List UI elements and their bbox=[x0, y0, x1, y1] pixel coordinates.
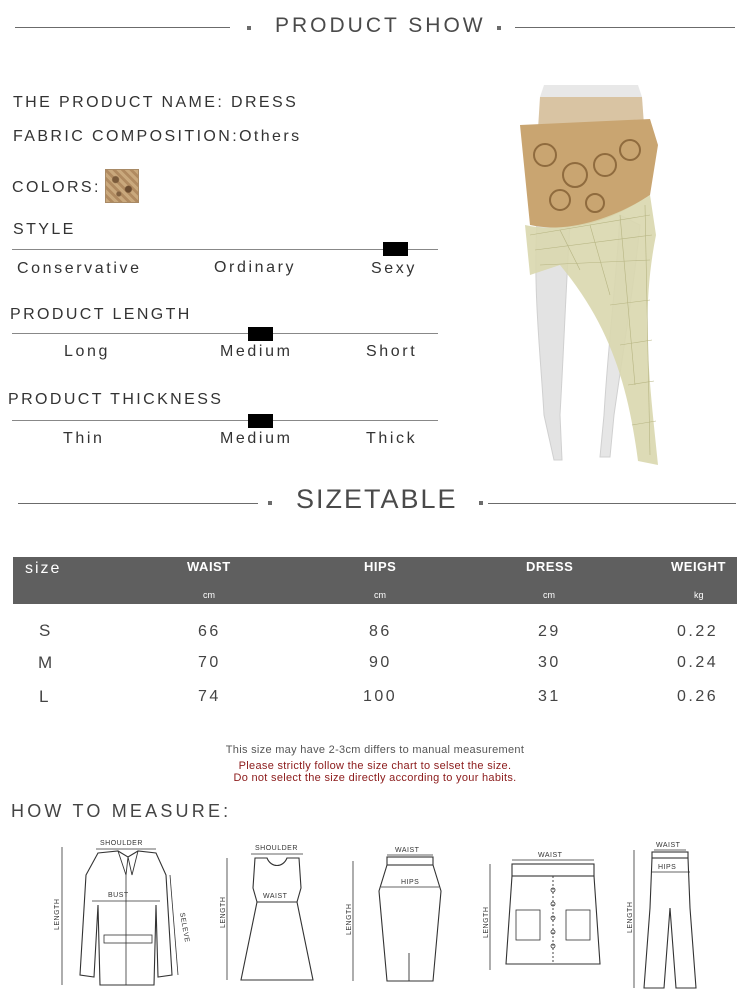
jacket-sleeve-label: SELEVE bbox=[178, 912, 191, 944]
length-option-short: Short bbox=[366, 343, 418, 360]
header-rule-left bbox=[15, 27, 230, 28]
cell-hips: 86 bbox=[369, 623, 392, 640]
size-table-header-row bbox=[13, 557, 737, 604]
product-photo bbox=[500, 85, 700, 465]
jacket-measure-diagram bbox=[48, 835, 198, 993]
column-header-weight: WEIGHT bbox=[671, 559, 726, 574]
cell-hips: 100 bbox=[363, 688, 398, 705]
jacket-shoulder-label: SHOULDER bbox=[100, 840, 143, 847]
column-header-hips: HIPS bbox=[364, 559, 397, 574]
product-show-title: PRODUCT SHOW bbox=[275, 14, 486, 37]
cell-size: S bbox=[39, 621, 51, 640]
sizetable-dot-right bbox=[479, 501, 483, 505]
pants-waist-label: WAIST bbox=[656, 842, 681, 849]
unit-hips: cm bbox=[374, 590, 386, 600]
shorts-length-label: LENGTH bbox=[483, 906, 490, 938]
pants-measure-diagram bbox=[624, 838, 724, 993]
pants-length-label: LENGTH bbox=[627, 901, 634, 933]
cell-dress: 31 bbox=[538, 688, 561, 705]
column-header-dress: DRESS bbox=[526, 559, 574, 574]
style-scale-marker bbox=[383, 242, 408, 256]
length-scale-line bbox=[12, 333, 438, 334]
cell-waist: 74 bbox=[198, 688, 221, 705]
dress-waist-label: WAIST bbox=[263, 893, 288, 900]
length-scale-marker bbox=[248, 327, 273, 341]
shorts-measure-diagram bbox=[478, 846, 613, 976]
cell-dress: 29 bbox=[538, 623, 561, 640]
habit-warning: Do not select the size directly according to your habits. bbox=[233, 772, 517, 784]
dress-shoulder-label: SHOULDER bbox=[255, 845, 298, 852]
length-title: PRODUCT LENGTH bbox=[10, 306, 192, 323]
cell-size: M bbox=[38, 653, 53, 672]
fabric-value: Others bbox=[239, 128, 302, 145]
cell-weight: 0.26 bbox=[677, 688, 719, 705]
unit-dress: cm bbox=[543, 590, 555, 600]
style-option-sexy: Sexy bbox=[371, 260, 417, 277]
column-header-waist: WAIST bbox=[187, 559, 231, 574]
style-option-ordinary: Ordinary bbox=[214, 259, 297, 276]
cell-waist: 70 bbox=[198, 654, 221, 671]
cell-waist: 66 bbox=[198, 623, 221, 640]
style-option-conservative: Conservative bbox=[17, 260, 142, 277]
sizetable-dot-left bbox=[268, 501, 272, 505]
header-dot-left bbox=[247, 26, 251, 30]
cell-dress: 30 bbox=[538, 654, 561, 671]
fabric-label: FABRIC COMPOSITION: bbox=[13, 128, 240, 145]
jacket-bust-label: BUST bbox=[108, 892, 129, 899]
pants-hips-label: HIPS bbox=[658, 864, 677, 871]
skirt-hips-label: HIPS bbox=[401, 879, 420, 886]
product-photo-illustration bbox=[500, 85, 700, 465]
how-to-measure-title: HOW TO MEASURE: bbox=[11, 801, 232, 821]
unit-waist: cm bbox=[203, 590, 215, 600]
sizetable-title: SIZETABLE bbox=[296, 484, 458, 514]
skirt-measure-diagram bbox=[345, 843, 445, 988]
thickness-option-thick: Thick bbox=[366, 430, 418, 447]
cell-weight: 0.24 bbox=[677, 654, 719, 671]
column-header-size: size bbox=[25, 560, 62, 577]
dress-measure-diagram bbox=[217, 840, 327, 990]
fabric-composition bbox=[13, 128, 301, 146]
header-dot-right bbox=[497, 26, 501, 30]
thickness-scale-line bbox=[12, 420, 438, 421]
length-option-long: Long bbox=[64, 343, 110, 360]
header-rule-right bbox=[515, 27, 735, 28]
thickness-title: PRODUCT THICKNESS bbox=[8, 391, 224, 408]
dress-length-label: LENGTH bbox=[220, 896, 227, 928]
thickness-scale-marker bbox=[248, 414, 273, 428]
product-name: THE PRODUCT NAME: DRESS bbox=[13, 94, 299, 111]
thickness-option-medium: Medium bbox=[220, 430, 293, 447]
cell-size: L bbox=[39, 687, 49, 706]
jacket-length-label: LENGTH bbox=[54, 898, 61, 930]
cell-hips: 90 bbox=[369, 654, 392, 671]
measurement-note: This size may have 2-3cm differs to manual measurement bbox=[225, 744, 525, 756]
sizetable-rule-left bbox=[18, 503, 258, 504]
unit-weight: kg bbox=[694, 590, 704, 600]
sizetable-rule-right bbox=[488, 503, 736, 504]
length-option-medium: Medium bbox=[220, 343, 293, 360]
thickness-option-thin: Thin bbox=[63, 430, 105, 447]
skirt-waist-label: WAIST bbox=[395, 847, 420, 854]
style-title: STYLE bbox=[13, 221, 76, 238]
size-chart-warning: Please strictly follow the size chart to selset the size. bbox=[238, 760, 512, 772]
style-scale-line bbox=[12, 249, 438, 250]
colors-label: COLORS: bbox=[12, 179, 101, 196]
cell-weight: 0.22 bbox=[677, 623, 719, 640]
color-swatch[interactable] bbox=[105, 169, 139, 203]
shorts-waist-label: WAIST bbox=[538, 852, 563, 859]
skirt-length-label: LENGTH bbox=[346, 903, 353, 935]
